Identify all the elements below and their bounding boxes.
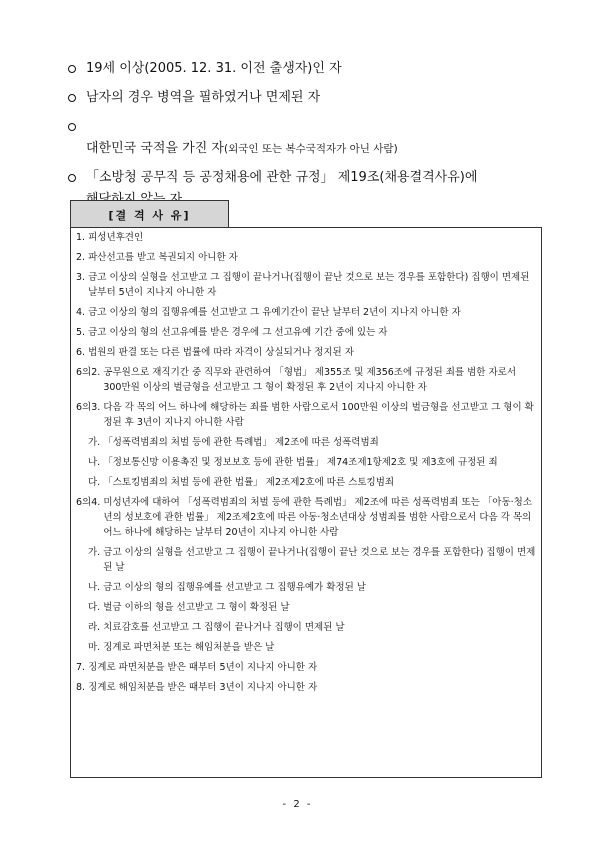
item-text: 징계로 해임처분을 받은 때부터 3년이 지나지 아니한 자 [88,682,318,693]
item-text: 금고 이상의 형의 집행유예를 선고받고 그 유예기간이 끝난 날부터 2년이 지나지 아니한 자 [88,307,461,318]
item-text: 파산선고를 받고 복권되지 아니한 자 [88,252,238,263]
item-number: 가. [88,547,104,558]
item-text: 「정보통신망 이용촉진 및 정보보호 등에 관한 법률」 제74조제1항제2호 및 제3호에 규정된 죄 [103,457,498,468]
disqualification-item [76,230,536,245]
disqualification-list [76,230,536,700]
disqualification-item [76,365,536,395]
item-text: 벌금 이하의 형을 선고받고 그 형이 확정된 날 [103,602,290,613]
disqualification-subitem [76,600,536,615]
item-number: 나. [88,457,104,468]
item-number: 6. [76,347,89,358]
item-text: 금고 이상의 형의 선고유예를 받은 경우에 그 선고유예 기간 중에 있는 자 [88,327,388,338]
item-text: 다음 각 목의 어느 하나에 해당하는 죄를 범한 사람으로서 100만원 이상의 벌금형을 선고받고 그 형이 확정된 후 3년이 지나지 아니한 사람 [103,402,534,428]
item-text: 공무원으로 재직기간 중 직무와 관련하여 「형법」 제355조 및 제356조에 규정된 죄를 범한 자로서 300만원 이상의 벌금형을 선고받고 그 형이 확정된 후 2년이 지나지 아니한 자 [103,367,517,393]
item-number: 가. [88,437,104,448]
disqualification-item [76,305,536,320]
eligibility-text: 「소방청 공무직 등 공정채용에 관한 규정」 제19조(채용결격사유)에 [86,170,478,185]
circle-bullet-icon [68,65,76,73]
item-number: 7. [76,662,89,673]
circle-bullet-icon [68,123,76,131]
item-number: 3. [76,272,89,283]
item-number: 8. [76,682,89,693]
item-number: 마. [88,642,104,653]
eligibility-item [66,116,546,160]
disqualification-item [76,660,536,675]
item-number: 나. [88,582,104,593]
item-text: 금고 이상의 형의 집행유예를 선고받고 그 집행유예가 확정된 날 [103,582,366,593]
disqualification-subitem [76,580,536,595]
item-number: 다. [88,602,104,613]
item-text: 피성년후견인 [88,232,144,243]
page-number: - 2 - [282,799,313,810]
item-number: 4. [76,307,89,318]
item-text: 금고 이상의 실형을 선고받고 그 집행이 끝나거나(집행이 끝난 것으로 보는 경우를 포함한다) 집행이 면제된 날부터 5년이 지나지 아니한 자 [88,272,530,298]
circle-bullet-icon [68,174,76,182]
disqualification-item [76,345,536,360]
item-number: 1. [76,232,89,243]
disqualification-subitem [76,455,536,470]
eligibility-text: 19세 이상(2005. 12. 31. 이전 출생자)인 자 [86,61,342,76]
disqualification-subitem [76,545,536,575]
eligibility-note: (외국인 또는 복수국적자가 아닌 사람) [223,143,398,155]
disqualification-item [76,680,536,695]
eligibility-text: 남자의 경우 병역을 필하였거나 면제된 자 [86,90,321,105]
item-number: 다. [88,477,104,488]
eligibility-item [66,58,546,80]
disqualification-subitem [76,620,536,635]
eligibility-item [66,87,546,109]
disqualification-item [76,270,536,300]
item-number: 라. [88,622,104,633]
disqualification-subitem [76,475,536,490]
disqualification-item [76,495,536,540]
item-number: 6의2. [76,367,104,378]
item-text: 금고 이상의 실형을 선고받고 그 집행이 끝나거나(집행이 끝난 것으로 보는 경우를 포함한다) 집행이 면제된 날 [103,547,536,573]
disqualification-item [76,250,536,265]
disqualification-title: [결 격 사 유] [70,200,229,228]
item-number: 6의4. [76,497,104,508]
item-number: 6의3. [76,402,104,413]
item-text: 「스토킹범죄의 처벌 등에 관한 법률」 제2조제2호에 따른 스토킹범죄 [103,477,395,488]
disqualification-subitem [76,640,536,655]
disqualification-subitem [76,435,536,450]
circle-bullet-icon [68,94,76,102]
disqualification-item [76,325,536,340]
item-text: 징계로 파면처분을 받은 때부터 5년이 지나지 아니한 자 [88,662,318,673]
item-text: 「성폭력범죄의 처벌 등에 관한 특례법」 제2조에 따른 성폭력범죄 [103,437,379,448]
eligibility-text: 대한민국 국적을 가진 자 [86,141,224,156]
item-number: 5. [76,327,89,338]
item-text: 법원의 판결 또는 다른 법률에 따라 자격이 상실되거나 정지된 자 [88,347,354,358]
item-text: 치료감호를 선고받고 그 집행이 끝나거나 집행이 면제된 날 [103,622,345,633]
item-text: 징계로 파면처분 또는 해임처분을 받은 날 [103,642,275,653]
item-number: 2. [76,252,89,263]
disqualification-item [76,400,536,430]
item-text: 미성년자에 대하여 「성폭력범죄의 처벌 등에 관한 특례법」 제2조에 따른 성폭력범죄 또는 「아동·청소년의 성보호에 관한 법률」 제2조제2호에 따른 아동·청소년대상 성범죄를 범한 사람으로서 다음 각 목의 어느 하나에 해당하는 날부터 20년이 지나지 아니한 사람 [103,497,532,538]
eligibility-list [66,58,546,218]
